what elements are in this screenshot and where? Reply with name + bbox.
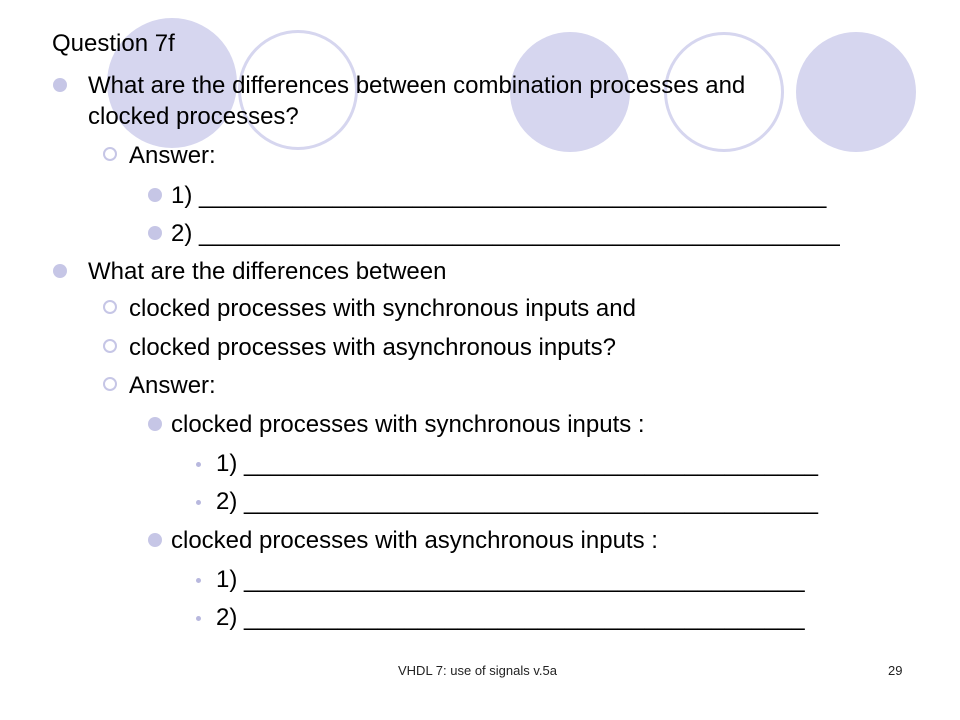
- sync-heading: clocked processes with synchronous inputs :: [171, 411, 645, 438]
- bullet-ring-icon: [103, 300, 117, 314]
- question-2: What are the differences between: [88, 258, 447, 285]
- async-answer-2: 2) __________________________________________: [216, 604, 805, 631]
- bullet-dot-icon: [148, 226, 162, 240]
- bullet-small-icon: [196, 616, 201, 621]
- bullet-ring-icon: [103, 377, 117, 391]
- bullet-dot-icon: [148, 188, 162, 202]
- bullet-dot-icon: [53, 264, 67, 278]
- sync-answer-2: 2) ___________________________________________: [216, 488, 818, 515]
- answer-blank-1: 1) _______________________________________________: [171, 182, 827, 209]
- answer-label: Answer:: [129, 372, 216, 399]
- footer-course: VHDL 7: use of signals v.5a: [398, 663, 557, 678]
- bullet-ring-icon: [103, 339, 117, 353]
- question-2-sub-2: clocked processes with asynchronous inputs?: [129, 334, 616, 361]
- bullet-ring-icon: [103, 147, 117, 161]
- question-1-line-2: clocked processes?: [88, 103, 299, 130]
- slide-title: Question 7f: [52, 30, 175, 57]
- question-1-line-1: What are the differences between combination processes and: [88, 72, 746, 99]
- question-2-sub-1: clocked processes with synchronous inputs and: [129, 295, 636, 322]
- bullet-small-icon: [196, 462, 201, 467]
- bullet-small-icon: [196, 578, 201, 583]
- bullet-dot-icon: [53, 78, 67, 92]
- bullet-small-icon: [196, 500, 201, 505]
- answer-blank-2: 2) ________________________________________________: [171, 220, 840, 247]
- decor-circle-5: [796, 32, 916, 152]
- footer-page-number: 29: [888, 663, 903, 678]
- async-heading: clocked processes with asynchronous inputs :: [171, 527, 658, 554]
- async-answer-1: 1) __________________________________________: [216, 566, 805, 593]
- answer-label: Answer:: [129, 142, 216, 169]
- bullet-dot-icon: [148, 417, 162, 431]
- bullet-dot-icon: [148, 533, 162, 547]
- sync-answer-1: 1) ___________________________________________: [216, 450, 818, 477]
